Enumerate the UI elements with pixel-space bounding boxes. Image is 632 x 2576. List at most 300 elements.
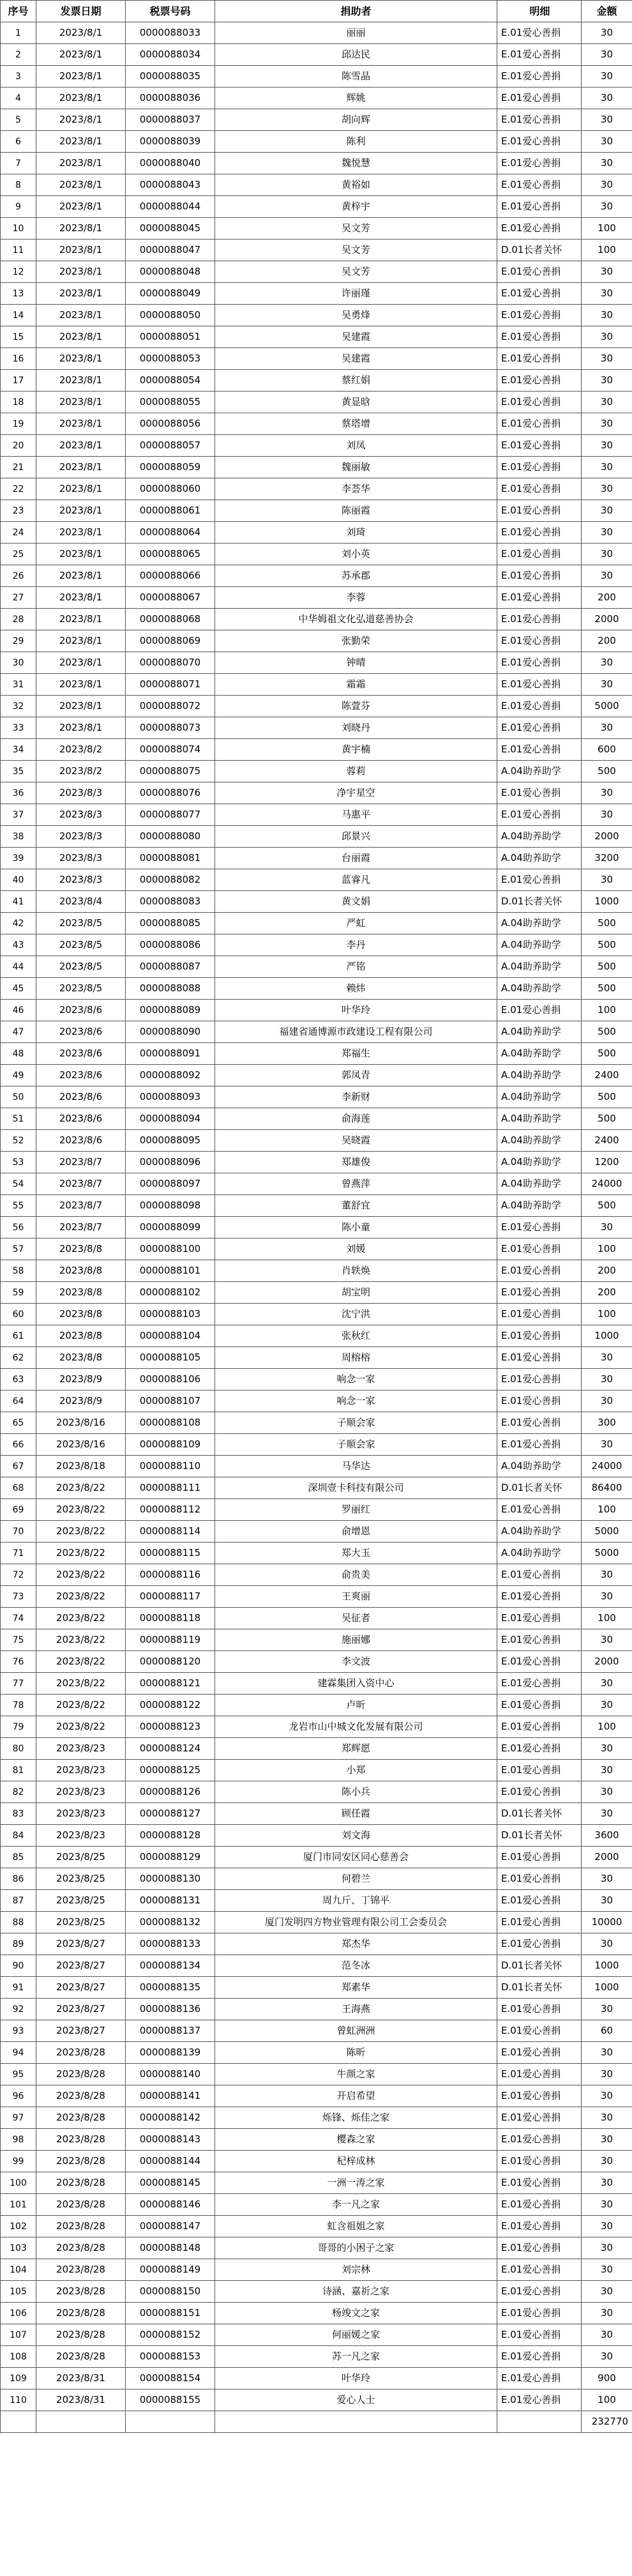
cell-receipt: 0000088096 [126,1152,215,1173]
cell-date: 2023/8/28 [36,2064,126,2085]
cell-seq: 50 [1,1086,36,1108]
cell-date: 2023/8/1 [36,174,126,196]
cell-detail: E.01爱心善捐 [497,587,582,609]
table-row [1,761,632,782]
cell-amount: 30 [582,2303,632,2324]
cell-donor: 吴勇烽 [215,305,497,326]
cell-donor: 赖炜 [215,978,497,1000]
cell-detail: E.01爱心善捐 [497,153,582,174]
cell-seq: 11 [1,240,36,261]
cell-date: 2023/8/28 [36,2151,126,2172]
cell-detail: E.01爱心善捐 [497,218,582,240]
cell-receipt: 0000088101 [126,1260,215,1282]
cell-receipt: 0000088074 [126,739,215,761]
cell-receipt: 0000088039 [126,131,215,153]
cell-detail: E.01爱心善捐 [497,1760,582,1781]
cell-amount: 30 [582,2042,632,2064]
cell-seq: 87 [1,1890,36,1912]
cell-seq: 81 [1,1760,36,1781]
cell-amount: 30 [582,2151,632,2172]
table-row [1,2368,632,2389]
cell-detail: E.01爱心善捐 [497,2194,582,2216]
cell-donor: 吴建霞 [215,348,497,370]
cell-date: 2023/8/25 [36,1847,126,1868]
cell-seq: 61 [1,1325,36,1347]
table-row [1,326,632,348]
cell-amount: 30 [582,261,632,283]
cell-detail: E.01爱心善捐 [497,2042,582,2064]
cell-date: 2023/8/1 [36,717,126,739]
cell-date: 2023/8/1 [36,522,126,544]
cell-detail: E.01爱心善捐 [497,1325,582,1347]
cell-seq: 30 [1,652,36,674]
cell-donor: 净宇星空 [215,782,497,804]
cell-donor: 王海燕 [215,1999,497,2020]
cell-date: 2023/8/7 [36,1195,126,1217]
cell-seq: 39 [1,848,36,869]
cell-detail: E.01爱心善捐 [497,2281,582,2303]
cell-seq: 52 [1,1130,36,1152]
table-row [1,435,632,457]
cell-seq: 45 [1,978,36,1000]
cell-date: 2023/8/3 [36,782,126,804]
cell-detail: E.01爱心善捐 [497,1847,582,1868]
cell-detail: D.01长者关怀 [497,1977,582,1999]
cell-seq: 20 [1,435,36,457]
cell-date: 2023/8/1 [36,370,126,392]
cell-detail: E.01爱心善捐 [497,869,582,891]
cell-amount: 2400 [582,1130,632,1152]
cell-date: 2023/8/6 [36,1086,126,1108]
cell-receipt: 0000088144 [126,2151,215,2172]
table-row [1,1021,632,1043]
cell-receipt: 0000088104 [126,1325,215,1347]
cell-amount: 3600 [582,1825,632,1847]
cell-date: 2023/8/6 [36,1021,126,1043]
cell-detail: A.04助养助学 [497,1108,582,1130]
cell-receipt: 0000088115 [126,1543,215,1564]
cell-detail: E.01爱心善捐 [497,2172,582,2194]
cell-receipt: 0000088097 [126,1173,215,1195]
cell-amount: 30 [582,652,632,674]
cell-donor: 魏丽敏 [215,457,497,478]
cell-seq: 91 [1,1977,36,1999]
cell-seq: 40 [1,869,36,891]
table-row [1,1890,632,1912]
cell-detail: D.01长者关怀 [497,1825,582,1847]
cell-seq: 21 [1,457,36,478]
cell-amount: 30 [582,2237,632,2259]
cell-date: 2023/8/31 [36,2389,126,2411]
cell-date: 2023/8/5 [36,978,126,1000]
cell-seq: 79 [1,1716,36,1738]
cell-detail: E.01爱心善捐 [497,2020,582,2042]
header-seq: 序号 [1,1,36,22]
cell-receipt: 0000088087 [126,956,215,978]
table-row [1,1803,632,1825]
cell-receipt: 0000088136 [126,1999,215,2020]
cell-date: 2023/8/22 [36,1716,126,1738]
cell-receipt: 0000088081 [126,848,215,869]
cell-amount: 5000 [582,1521,632,1543]
table-row [1,826,632,848]
cell-date: 2023/8/27 [36,1955,126,1977]
table-row [1,1933,632,1955]
cell-donor: 虹含祖姐之家 [215,2216,497,2237]
cell-donor: 蔡塔增 [215,413,497,435]
cell-seq: 102 [1,2216,36,2237]
cell-receipt: 0000088139 [126,2042,215,2064]
cell-seq: 25 [1,544,36,565]
cell-amount: 30 [582,869,632,891]
cell-date: 2023/8/1 [36,565,126,587]
cell-date: 2023/8/22 [36,1695,126,1716]
cell-date: 2023/8/1 [36,283,126,305]
cell-receipt: 0000088141 [126,2085,215,2107]
cell-receipt: 0000088098 [126,1195,215,1217]
cell-seq: 14 [1,305,36,326]
cell-donor: 马华达 [215,1456,497,1477]
cell-receipt: 0000088149 [126,2259,215,2281]
cell-amount: 30 [582,1999,632,2020]
cell-date: 2023/8/1 [36,392,126,413]
cell-detail: E.01爱心善捐 [497,196,582,218]
cell-donor: 郑杰华 [215,1933,497,1955]
cell-amount: 30 [582,44,632,66]
cell-detail: D.01长者关怀 [497,1955,582,1977]
cell-detail: E.01爱心善捐 [497,370,582,392]
cell-amount: 30 [582,1695,632,1716]
cell-seq: 26 [1,565,36,587]
cell-date: 2023/8/8 [36,1238,126,1260]
cell-amount: 200 [582,1282,632,1304]
cell-detail: E.01爱心善捐 [497,674,582,696]
table-row [1,891,632,913]
table-row [1,1781,632,1803]
cell-seq: 10 [1,218,36,240]
cell-seq: 27 [1,587,36,609]
cell-date: 2023/8/25 [36,1868,126,1890]
cell-donor: 蓉莉 [215,761,497,782]
cell-receipt: 0000088126 [126,1781,215,1803]
cell-detail: E.01爱心善捐 [497,2368,582,2389]
cell-receipt: 0000088145 [126,2172,215,2194]
cell-receipt: 0000088072 [126,696,215,717]
cell-date: 2023/8/28 [36,2129,126,2151]
cell-seq: 17 [1,370,36,392]
cell-receipt: 0000088123 [126,1716,215,1738]
cell-donor: 开启希望 [215,2085,497,2107]
table-row [1,1673,632,1695]
cell-date: 2023/8/1 [36,413,126,435]
cell-date: 2023/8/1 [36,500,126,522]
cell-receipt: 0000088043 [126,174,215,196]
cell-detail: E.01爱心善捐 [497,283,582,305]
table-row [1,522,632,544]
table-row [1,630,632,652]
cell-amount: 30 [582,305,632,326]
table-row [1,2346,632,2368]
cell-donor: 周九斤、丁锦平 [215,1890,497,1912]
cell-seq: 46 [1,1000,36,1021]
cell-date: 2023/8/3 [36,804,126,826]
cell-receipt: 0000088090 [126,1021,215,1043]
cell-amount: 86400 [582,1477,632,1499]
table-row [1,1347,632,1369]
cell-donor: 刘晓丹 [215,717,497,739]
cell-receipt: 0000088117 [126,1586,215,1608]
cell-receipt: 0000088108 [126,1412,215,1434]
cell-donor: 吴征者 [215,1608,497,1629]
cell-receipt: 0000088147 [126,2216,215,2237]
cell-amount: 30 [582,2324,632,2346]
cell-seq: 22 [1,478,36,500]
cell-detail: E.01爱心善捐 [497,305,582,326]
cell-amount: 100 [582,1716,632,1738]
cell-amount: 200 [582,587,632,609]
cell-donor: 一洲一涛之家 [215,2172,497,2194]
table-row [1,1152,632,1173]
cell-amount: 200 [582,630,632,652]
cell-detail: E.01爱心善捐 [497,1564,582,1586]
cell-donor: 爱心人士 [215,2389,497,2411]
cell-donor: 李蓉 [215,587,497,609]
table-row [1,131,632,153]
cell-donor: 俞增恩 [215,1521,497,1543]
cell-receipt: 0000088064 [126,522,215,544]
table-row [1,1543,632,1564]
table-row [1,2129,632,2151]
header-detail: 明细 [497,1,582,22]
cell-seq: 35 [1,761,36,782]
cell-receipt: 0000088035 [126,66,215,88]
cell-donor: 郑雄俊 [215,1152,497,1173]
cell-detail: E.01爱心善捐 [497,2237,582,2259]
table-row [1,2064,632,2085]
cell-receipt: 0000088140 [126,2064,215,2085]
table-row [1,1608,632,1629]
cell-donor: 张勤荣 [215,630,497,652]
cell-date: 2023/8/22 [36,1651,126,1673]
cell-donor: 杨竣文之家 [215,2303,497,2324]
cell-seq: 92 [1,1999,36,2020]
cell-amount: 30 [582,2194,632,2216]
table-row [1,1912,632,1933]
cell-seq: 100 [1,2172,36,2194]
cell-amount: 30 [582,2064,632,2085]
cell-date: 2023/8/27 [36,2020,126,2042]
cell-amount: 30 [582,348,632,370]
table-row [1,1499,632,1521]
cell-amount: 500 [582,934,632,956]
cell-seq: 86 [1,1868,36,1890]
cell-seq: 49 [1,1065,36,1086]
cell-receipt: 0000088080 [126,826,215,848]
cell-amount: 30 [582,1868,632,1890]
total-empty-cell [215,2411,497,2433]
cell-date: 2023/8/1 [36,652,126,674]
cell-seq: 64 [1,1391,36,1412]
cell-detail: E.01爱心善捐 [497,109,582,131]
total-empty-cell [36,2411,126,2433]
cell-donor: 蓝睿凡 [215,869,497,891]
cell-receipt: 0000088127 [126,1803,215,1825]
cell-receipt: 0000088133 [126,1933,215,1955]
cell-seq: 55 [1,1195,36,1217]
table-row [1,2194,632,2216]
cell-receipt: 0000088053 [126,348,215,370]
table-row [1,2020,632,2042]
table-row [1,1195,632,1217]
total-empty-cell [126,2411,215,2433]
cell-seq: 38 [1,826,36,848]
cell-donor: 郭凤青 [215,1065,497,1086]
cell-detail: E.01爱心善捐 [497,1695,582,1716]
cell-receipt: 0000088055 [126,392,215,413]
cell-date: 2023/8/6 [36,1000,126,1021]
cell-receipt: 0000088040 [126,153,215,174]
table-row [1,1825,632,1847]
cell-donor: 何碧兰 [215,1868,497,1890]
cell-detail: E.01爱心善捐 [497,1673,582,1695]
cell-date: 2023/8/22 [36,1499,126,1521]
cell-seq: 29 [1,630,36,652]
cell-seq: 1 [1,22,36,44]
cell-seq: 97 [1,2107,36,2129]
cell-receipt: 0000088088 [126,978,215,1000]
cell-donor: 陈昕 [215,2042,497,2064]
cell-receipt: 0000088059 [126,457,215,478]
table-row [1,696,632,717]
table-row [1,109,632,131]
cell-receipt: 0000088100 [126,1238,215,1260]
table-row [1,174,632,196]
cell-date: 2023/8/27 [36,1933,126,1955]
cell-seq: 6 [1,131,36,153]
cell-date: 2023/8/28 [36,2324,126,2346]
cell-seq: 70 [1,1521,36,1543]
cell-date: 2023/8/28 [36,2303,126,2324]
cell-receipt: 0000088111 [126,1477,215,1499]
cell-detail: E.01爱心善捐 [497,1238,582,1260]
table-row [1,1955,632,1977]
cell-amount: 30 [582,1217,632,1238]
cell-detail: A.04助养助学 [497,1065,582,1086]
cell-date: 2023/8/1 [36,261,126,283]
cell-detail: E.01爱心善捐 [497,1000,582,1021]
cell-receipt: 0000088065 [126,544,215,565]
table-row [1,1130,632,1152]
cell-receipt: 0000088112 [126,1499,215,1521]
cell-seq: 94 [1,2042,36,2064]
cell-detail: E.01爱心善捐 [497,1781,582,1803]
cell-seq: 7 [1,153,36,174]
cell-date: 2023/8/8 [36,1325,126,1347]
cell-donor: 沈宁洪 [215,1304,497,1325]
cell-amount: 500 [582,1195,632,1217]
cell-seq: 82 [1,1781,36,1803]
cell-amount: 1200 [582,1152,632,1173]
cell-seq: 60 [1,1304,36,1325]
cell-amount: 200 [582,1260,632,1282]
cell-donor: 顾任霞 [215,1803,497,1825]
cell-seq: 31 [1,674,36,696]
cell-date: 2023/8/9 [36,1369,126,1391]
cell-date: 2023/8/1 [36,66,126,88]
total-empty-cell [497,2411,582,2433]
cell-receipt: 0000088107 [126,1391,215,1412]
cell-receipt: 0000088033 [126,22,215,44]
cell-receipt: 0000088155 [126,2389,215,2411]
cell-donor: 丽丽 [215,22,497,44]
cell-amount: 100 [582,240,632,261]
table-row [1,2042,632,2064]
cell-detail: E.01爱心善捐 [497,1738,582,1760]
cell-receipt: 0000088091 [126,1043,215,1065]
table-row [1,1217,632,1238]
cell-date: 2023/8/27 [36,1977,126,1999]
cell-date: 2023/8/2 [36,761,126,782]
cell-date: 2023/8/22 [36,1521,126,1543]
cell-donor: 郑辉愿 [215,1738,497,1760]
cell-amount: 500 [582,1086,632,1108]
cell-seq: 83 [1,1803,36,1825]
header-date: 发票日期 [36,1,126,22]
cell-amount: 1000 [582,1325,632,1347]
cell-detail: E.01爱心善捐 [497,1629,582,1651]
cell-detail: E.01爱心善捐 [497,174,582,196]
cell-receipt: 0000088110 [126,1456,215,1477]
cell-amount: 30 [582,1629,632,1651]
cell-donor: 建霖集团入资中心 [215,1673,497,1695]
cell-detail: E.01爱心善捐 [497,544,582,565]
cell-date: 2023/8/23 [36,1825,126,1847]
cell-receipt: 0000088060 [126,478,215,500]
cell-receipt: 0000088044 [126,196,215,218]
cell-donor: 小郑 [215,1760,497,1781]
cell-detail: E.01爱心善捐 [497,457,582,478]
cell-seq: 78 [1,1695,36,1716]
cell-seq: 62 [1,1347,36,1369]
cell-date: 2023/8/28 [36,2042,126,2064]
cell-amount: 30 [582,1673,632,1695]
cell-seq: 80 [1,1738,36,1760]
cell-date: 2023/8/22 [36,1673,126,1695]
cell-detail: E.01爱心善捐 [497,2151,582,2172]
cell-date: 2023/8/1 [36,305,126,326]
cell-receipt: 0000088114 [126,1521,215,1543]
cell-donor: 樱森之家 [215,2129,497,2151]
cell-date: 2023/8/28 [36,2172,126,2194]
total-row [1,2411,632,2433]
cell-date: 2023/8/1 [36,88,126,109]
cell-detail: A.04助养助学 [497,978,582,1000]
cell-amount: 30 [582,88,632,109]
cell-seq: 2 [1,44,36,66]
cell-seq: 24 [1,522,36,544]
cell-detail: A.04助养助学 [497,848,582,869]
table-row [1,913,632,934]
table-row [1,218,632,240]
table-row [1,2172,632,2194]
cell-date: 2023/8/28 [36,2346,126,2368]
cell-detail: A.04助养助学 [497,913,582,934]
cell-detail: E.01爱心善捐 [497,1499,582,1521]
cell-detail: E.01爱心善捐 [497,522,582,544]
cell-date: 2023/8/28 [36,2281,126,2303]
cell-donor: 响念一家 [215,1369,497,1391]
cell-amount: 1000 [582,1977,632,1999]
